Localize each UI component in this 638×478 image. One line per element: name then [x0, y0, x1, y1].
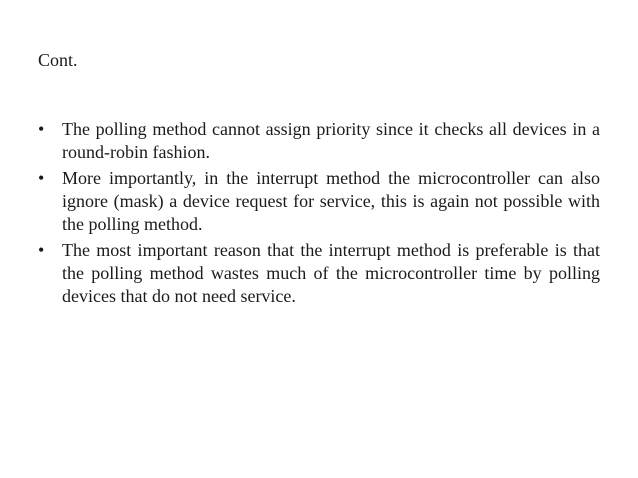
list-item [38, 167, 600, 236]
slide-title: Cont. [38, 50, 78, 70]
bullet-icon: • [38, 119, 45, 139]
bullet-icon: • [38, 168, 45, 188]
bullet-icon: • [38, 240, 45, 260]
bullet-text: The polling method cannot assign priority since it checks all devices in a round-robin fashion. [62, 119, 600, 162]
list-item [38, 118, 600, 164]
bullet-list [38, 118, 600, 311]
list-item [38, 239, 600, 308]
bullet-text: More importantly, in the interrupt method the microcontroller can also ignore (mask) a device request for service, this is again not possible with the polling method. [62, 168, 600, 234]
bullet-text: The most important reason that the interrupt method is preferable is that the polling method wastes much of the microcontroller time by polling devices that do not need service. [62, 240, 600, 306]
